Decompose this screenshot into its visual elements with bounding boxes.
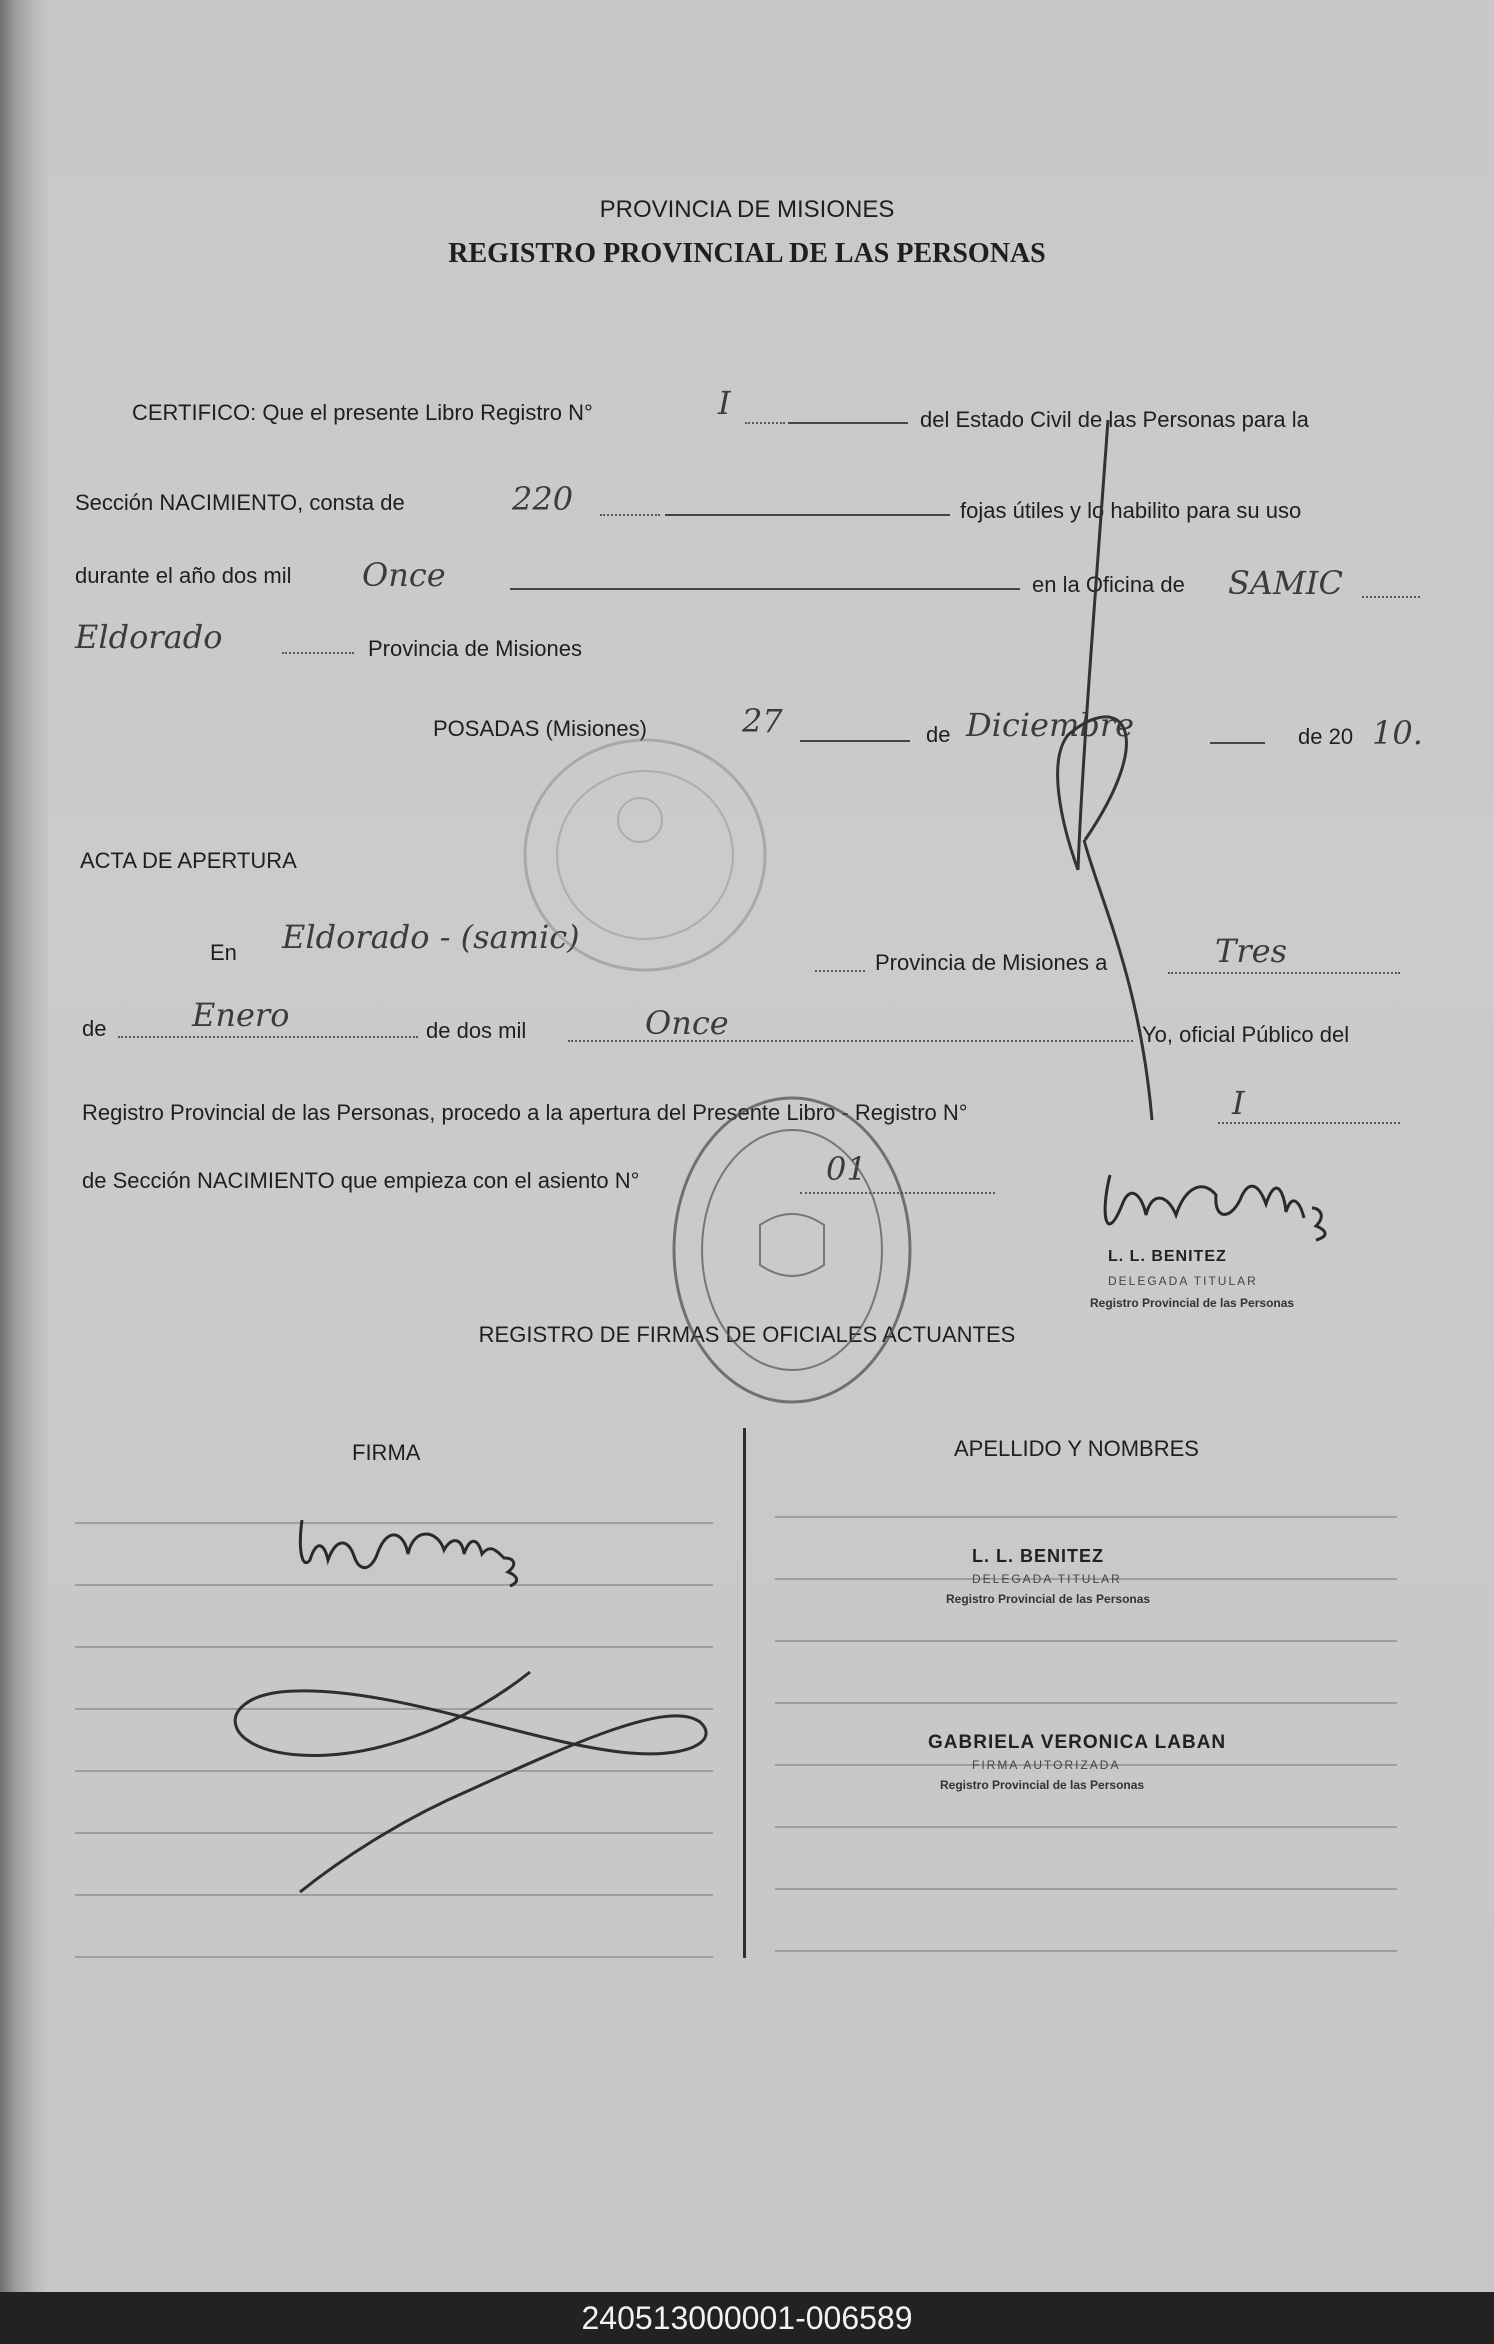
official-2-name: GABRIELA VERONICA LABAN: [928, 1732, 1227, 1753]
cert-place-date: POSADAS (Misiones): [433, 716, 647, 741]
col-names-header: APELLIDO Y NOMBRES: [954, 1436, 1199, 1461]
cert-line4-end: Provincia de Misiones: [368, 636, 582, 661]
acta-en: En: [210, 940, 237, 965]
cert-month: Diciembre: [966, 706, 1135, 744]
province-heading: PROVINCIA DE MISIONES: [599, 196, 895, 223]
acta-line3: Registro Provincial de las Personas, procedo a la apertura del Presente Libro - Registro N°: [82, 1100, 968, 1125]
delegate-stamp-office: Registro Provincial de las Personas: [1090, 1296, 1295, 1310]
official-2-title: FIRMA AUTORIZADA: [972, 1758, 1121, 1772]
acta-day-word: Tres: [1215, 932, 1287, 970]
acta-de: de: [82, 1016, 107, 1041]
delegate-signature: [1105, 1175, 1325, 1240]
signatures-title: REGISTRO DE FIRMAS DE OFICIALES ACTUANTES: [478, 1322, 1016, 1347]
pen-stroke-top: [1058, 420, 1152, 1120]
acta-book-number: I: [1232, 1084, 1245, 1122]
acta-title: ACTA DE APERTURA: [80, 848, 297, 873]
cert-day: 27: [742, 702, 783, 740]
cert-de-year: de 20: [1298, 724, 1354, 749]
cert-line1-start: CERTIFICO: Que el presente Libro Registro N°: [132, 400, 593, 425]
delegate-stamp-name: L. L. BENITEZ: [1108, 1248, 1227, 1265]
official-2-signature: [235, 1672, 706, 1892]
document-id-bar: [0, 2292, 1494, 2344]
official-1-name: L. L. BENITEZ: [972, 1546, 1104, 1566]
cert-office: SAMIC: [1228, 564, 1343, 602]
official-1-office: Registro Provincial de las Personas: [946, 1592, 1151, 1606]
seal-top: [525, 740, 765, 970]
acta-entry-number: 01: [826, 1150, 867, 1188]
acta-line4: de Sección NACIMIENTO que empieza con el asiento N°: [82, 1168, 640, 1193]
cert-de: de: [926, 722, 951, 747]
document-id: 240513000001-006589: [581, 2300, 913, 2336]
acta-year-word: Once: [645, 1004, 729, 1042]
acta-official: Yo, oficial Público del: [1142, 1022, 1350, 1047]
cert-year-word: Once: [362, 556, 446, 594]
cert-line1-end: del Estado Civil de las Personas para la: [920, 407, 1309, 432]
cert-city: Eldorado: [75, 618, 223, 656]
official-1-signature: [300, 1520, 516, 1586]
cert-year-suffix: 10.: [1372, 714, 1423, 752]
acta-place: Eldorado - (samic): [282, 918, 580, 956]
official-1-title: DELEGADA TITULAR: [972, 1572, 1122, 1586]
delegate-stamp-title: DELEGADA TITULAR: [1108, 1274, 1258, 1288]
cert-book-number: I: [718, 384, 731, 422]
col-firma-header: FIRMA: [352, 1440, 421, 1465]
cert-line3-end: en la Oficina de: [1032, 572, 1185, 597]
registry-heading: REGISTRO PROVINCIAL DE LAS PERSONAS: [448, 238, 1046, 269]
seal-bottom: [674, 1098, 910, 1402]
acta-de-dos-mil: de dos mil: [426, 1018, 527, 1043]
official-2-office: Registro Provincial de las Personas: [940, 1778, 1145, 1792]
cert-line2-start: Sección NACIMIENTO, consta de: [75, 490, 405, 515]
acta-province: Provincia de Misiones a: [875, 950, 1108, 975]
cert-line2-end: fojas útiles y lo habilito para su uso: [960, 498, 1302, 523]
cert-line3-start: durante el año dos mil: [75, 563, 292, 588]
cert-pages: 220: [512, 480, 574, 518]
acta-month: Enero: [192, 996, 290, 1034]
